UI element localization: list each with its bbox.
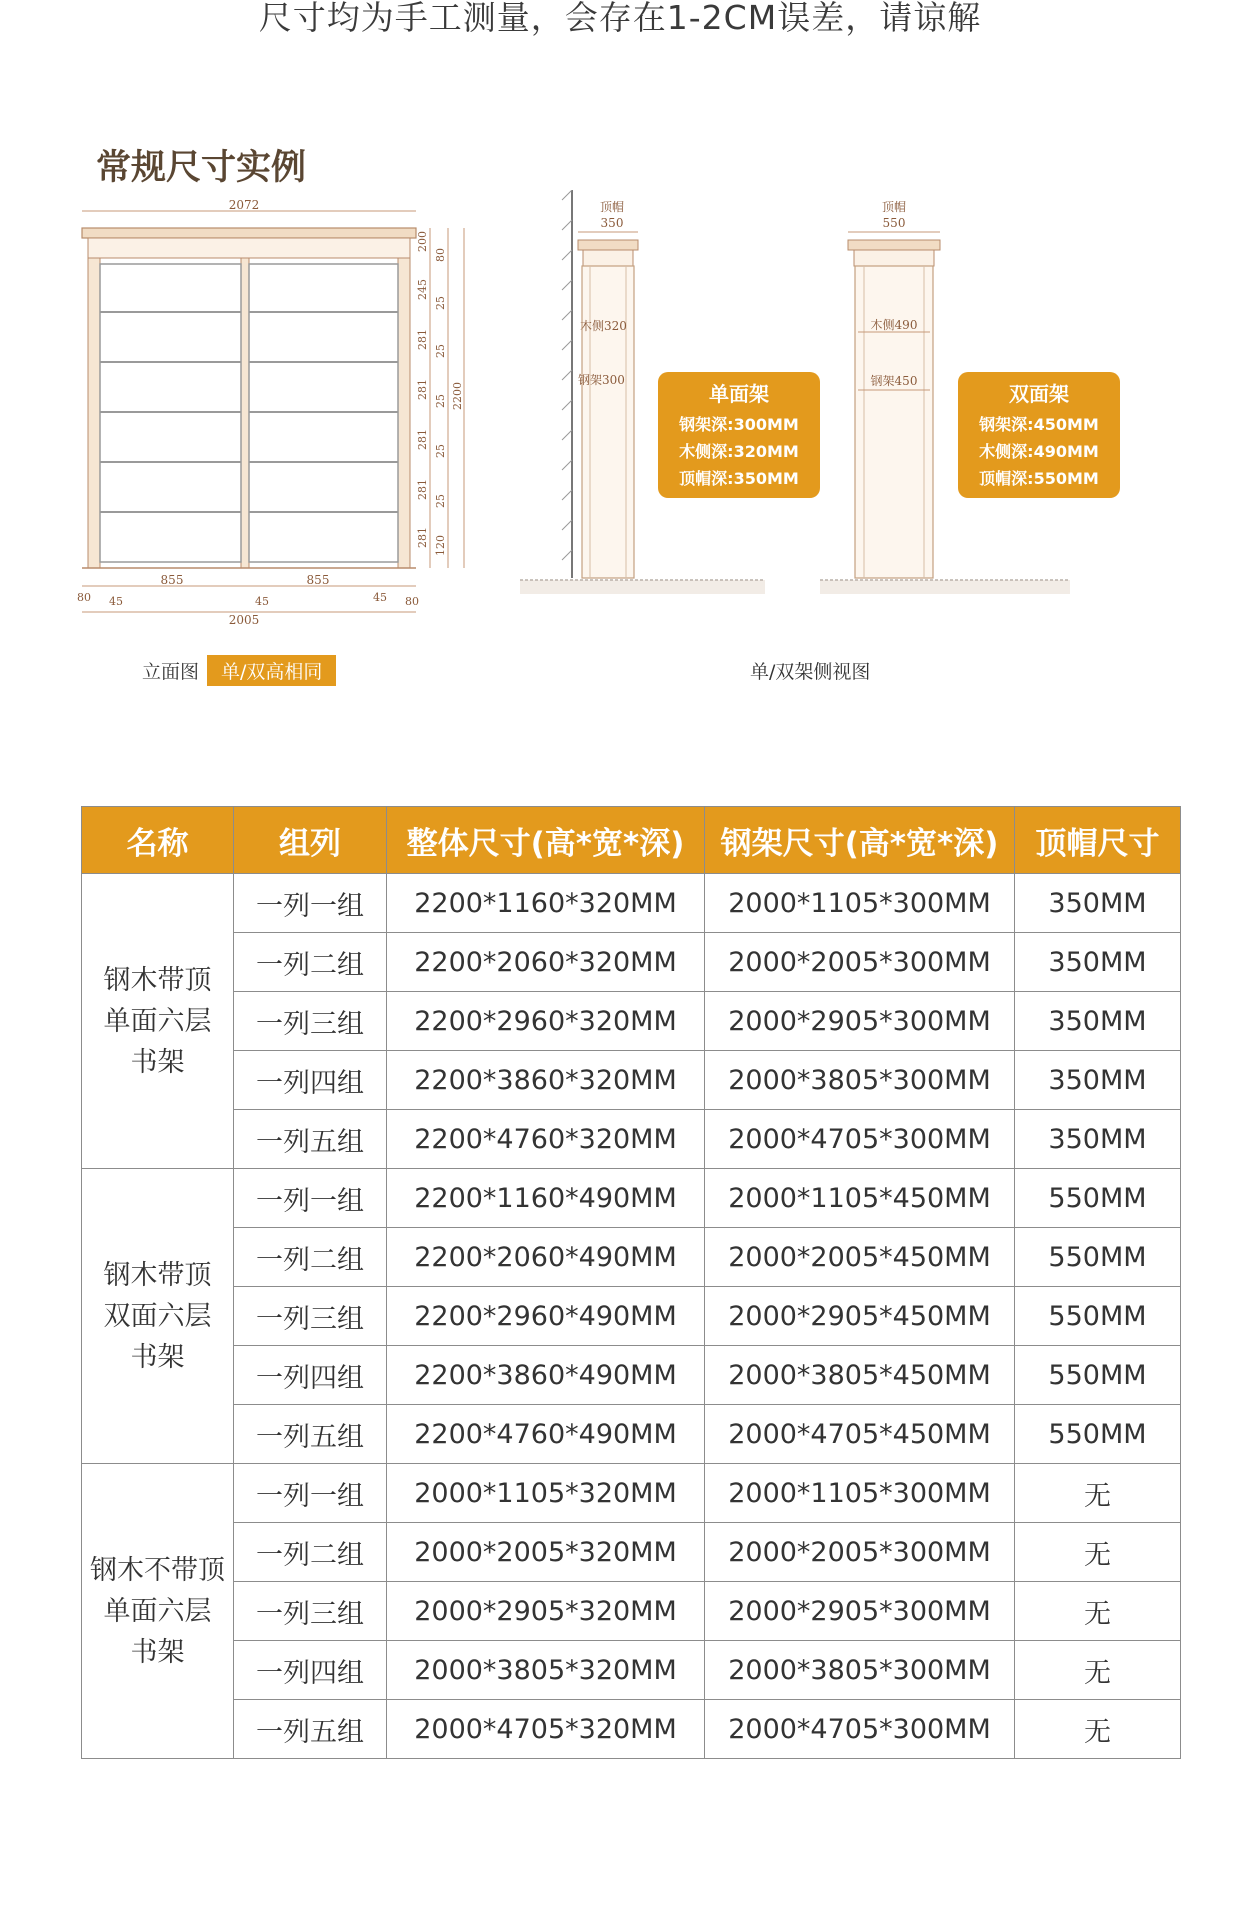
cap-size-cell: 无 — [1015, 1582, 1181, 1641]
badge-single — [658, 372, 820, 498]
table-row — [82, 1523, 1181, 1582]
table-row — [82, 992, 1181, 1051]
header-cap-size: 顶帽尺寸 — [1015, 807, 1181, 874]
group-cell: 一列二组 — [234, 933, 387, 992]
group-cell: 一列三组 — [234, 992, 387, 1051]
dim-mid-h-0: 80 — [434, 248, 447, 262]
steel-size-cell: 2000*4705*300MM — [705, 1110, 1015, 1169]
dim-panel-left: 855 — [160, 573, 184, 587]
group-cell: 一列一组 — [234, 874, 387, 933]
single-steel-depth: 钢架300 — [578, 373, 625, 387]
dim-left-h-6: 281 — [416, 527, 429, 548]
table-row — [82, 1346, 1181, 1405]
overall-size-cell: 2000*2005*320MM — [387, 1523, 705, 1582]
table-row — [82, 1405, 1181, 1464]
steel-size-cell: 2000*1105*450MM — [705, 1169, 1015, 1228]
group-cell: 一列三组 — [234, 1582, 387, 1641]
header-overall-size: 整体尺寸(高*宽*深) — [387, 807, 705, 874]
overall-size-cell: 2200*2960*320MM — [387, 992, 705, 1051]
group-cell: 一列一组 — [234, 1464, 387, 1523]
dim-left-h-2: 281 — [416, 329, 429, 350]
table-row — [82, 1228, 1181, 1287]
overall-size-cell: 2200*1160*320MM — [387, 874, 705, 933]
elevation-drawing — [77, 198, 464, 627]
steel-size-cell: 2000*2905*300MM — [705, 992, 1015, 1051]
table-row — [82, 1051, 1181, 1110]
overall-size-cell: 2200*3860*320MM — [387, 1051, 705, 1110]
group-cell: 一列一组 — [234, 1169, 387, 1228]
dim-mid-h-5: 25 — [434, 494, 447, 508]
side-view-caption: 单/双架侧视图 — [750, 661, 871, 683]
product-name-cell — [82, 1169, 234, 1464]
steel-size-cell: 2000*1105*300MM — [705, 1464, 1015, 1523]
badge-single-line-3: 顶帽深:350MM — [679, 469, 799, 488]
dim-left-h-4: 281 — [416, 429, 429, 450]
dim-mid-h-6: 120 — [434, 535, 447, 556]
dim-top-width: 2072 — [228, 198, 260, 212]
double-wood-depth: 木侧490 — [870, 318, 918, 332]
cap-size-cell: 无 — [1015, 1700, 1181, 1759]
cap-size-cell: 550MM — [1015, 1228, 1181, 1287]
cap-size-cell: 550MM — [1015, 1169, 1181, 1228]
cap-size-cell: 350MM — [1015, 1051, 1181, 1110]
table-row — [82, 933, 1181, 992]
dim-edge-2: 45 — [109, 595, 123, 608]
cap-size-cell: 无 — [1015, 1523, 1181, 1582]
badge-single-line-2: 木侧深:320MM — [679, 442, 799, 461]
group-cell: 一列五组 — [234, 1405, 387, 1464]
table-header-row — [82, 807, 1181, 874]
table-row — [82, 1464, 1181, 1523]
product-name-line: 单面六层 — [103, 1005, 212, 1037]
overall-size-cell: 2200*2060*320MM — [387, 933, 705, 992]
elevation-caption — [142, 655, 336, 686]
dim-edge-5: 80 — [405, 595, 419, 608]
dim-mid-h-1: 25 — [434, 296, 447, 310]
table-row — [82, 1582, 1181, 1641]
group-cell: 一列五组 — [234, 1110, 387, 1169]
header-name: 名称 — [82, 807, 234, 874]
table-row — [82, 1110, 1181, 1169]
dim-left-h-3: 281 — [416, 379, 429, 400]
product-name-cell — [82, 874, 234, 1169]
overall-size-cell: 2000*3805*320MM — [387, 1641, 705, 1700]
elevation-caption-text: 立面图 — [142, 661, 200, 683]
overall-size-cell: 2200*2060*490MM — [387, 1228, 705, 1287]
badge-single-line-1: 钢架深:300MM — [679, 415, 799, 434]
steel-size-cell: 2000*1105*300MM — [705, 874, 1015, 933]
overall-size-cell: 2200*1160*490MM — [387, 1169, 705, 1228]
dim-mid-h-4: 25 — [434, 444, 447, 458]
steel-size-cell: 2000*3805*300MM — [705, 1051, 1015, 1110]
measurement-notice: 尺寸均为手工测量，会存在1-2CM误差，请谅解 — [258, 0, 982, 37]
overall-size-cell: 2200*2960*490MM — [387, 1287, 705, 1346]
cap-size-cell: 350MM — [1015, 992, 1181, 1051]
product-name-line: 钢木不带顶 — [90, 1554, 225, 1586]
overall-size-cell: 2000*2905*320MM — [387, 1582, 705, 1641]
product-name-line: 单面六层 — [103, 1595, 212, 1627]
dim-mid-h-2: 25 — [434, 344, 447, 358]
steel-size-cell: 2000*2905*300MM — [705, 1582, 1015, 1641]
double-steel-depth: 钢架450 — [870, 374, 918, 388]
section-title: 常规尺寸实例 — [96, 148, 307, 188]
spec-table — [81, 806, 1181, 1759]
steel-size-cell: 2000*2905*450MM — [705, 1287, 1015, 1346]
dim-edge-3: 45 — [255, 595, 269, 608]
single-cap-value: 350 — [600, 216, 624, 230]
overall-size-cell: 2000*4705*320MM — [387, 1700, 705, 1759]
cap-size-cell: 550MM — [1015, 1287, 1181, 1346]
group-cell: 一列二组 — [234, 1523, 387, 1582]
badge-double-line-3: 顶帽深:550MM — [979, 469, 1099, 488]
dim-bottom-width: 2005 — [228, 613, 260, 627]
double-cap-value: 550 — [882, 216, 906, 230]
steel-size-cell: 2000*4705*300MM — [705, 1700, 1015, 1759]
product-name-line: 双面六层 — [103, 1300, 212, 1332]
cap-size-cell: 350MM — [1015, 874, 1181, 933]
cap-size-cell: 350MM — [1015, 933, 1181, 992]
group-cell: 一列四组 — [234, 1641, 387, 1700]
overall-size-cell: 2200*4760*320MM — [387, 1110, 705, 1169]
steel-size-cell: 2000*2005*300MM — [705, 1523, 1015, 1582]
header-group: 组列 — [234, 807, 387, 874]
badge-double — [958, 372, 1120, 498]
steel-size-cell: 2000*4705*450MM — [705, 1405, 1015, 1464]
single-cap-label: 顶帽 — [599, 200, 625, 214]
product-name-line: 书架 — [130, 1636, 185, 1668]
badge-double-title: 双面架 — [1009, 382, 1069, 406]
badge-single-title: 单面架 — [709, 382, 769, 406]
double-cap-label: 顶帽 — [881, 200, 907, 214]
cap-size-cell: 无 — [1015, 1641, 1181, 1700]
table-row — [82, 1287, 1181, 1346]
dim-mid-h-3: 25 — [434, 394, 447, 408]
steel-size-cell: 2000*3805*300MM — [705, 1641, 1015, 1700]
dim-edge-4: 45 — [373, 591, 387, 604]
group-cell: 一列四组 — [234, 1051, 387, 1110]
table-row — [82, 874, 1181, 933]
overall-size-cell: 2000*1105*320MM — [387, 1464, 705, 1523]
table-body — [82, 874, 1181, 1759]
badge-double-line-1: 钢架深:450MM — [979, 415, 1099, 434]
product-name-line: 书架 — [130, 1046, 185, 1078]
dim-panel-right: 855 — [306, 573, 330, 587]
dim-total-height: 2200 — [451, 382, 464, 410]
product-name-line: 钢木带顶 — [103, 1259, 212, 1291]
product-name-line: 钢木带顶 — [103, 964, 212, 996]
dim-edge-1: 80 — [77, 591, 91, 604]
product-name-line: 书架 — [130, 1341, 185, 1373]
cap-size-cell: 550MM — [1015, 1405, 1181, 1464]
steel-size-cell: 2000*2005*450MM — [705, 1228, 1015, 1287]
cap-size-cell: 350MM — [1015, 1110, 1181, 1169]
cap-size-cell: 550MM — [1015, 1346, 1181, 1405]
overall-size-cell: 2200*3860*490MM — [387, 1346, 705, 1405]
cap-size-cell: 无 — [1015, 1464, 1181, 1523]
group-cell: 一列四组 — [234, 1346, 387, 1405]
table-row — [82, 1700, 1181, 1759]
dim-left-h-0: 200 — [416, 231, 429, 252]
table-row — [82, 1169, 1181, 1228]
single-wood-depth: 木侧320 — [580, 319, 627, 333]
table-row — [82, 1641, 1181, 1700]
steel-size-cell: 2000*3805*450MM — [705, 1346, 1015, 1405]
badge-double-line-2: 木侧深:490MM — [979, 442, 1099, 461]
steel-size-cell: 2000*2005*300MM — [705, 933, 1015, 992]
elevation-caption-tag: 单/双高相同 — [207, 655, 336, 686]
header-steel-size: 钢架尺寸(高*宽*深) — [705, 807, 1015, 874]
overall-size-cell: 2200*4760*490MM — [387, 1405, 705, 1464]
product-name-cell — [82, 1464, 234, 1759]
dim-left-h-5: 281 — [416, 479, 429, 500]
group-cell: 一列二组 — [234, 1228, 387, 1287]
group-cell: 一列五组 — [234, 1700, 387, 1759]
dimension-diagrams — [0, 190, 1240, 720]
group-cell: 一列三组 — [234, 1287, 387, 1346]
dim-left-h-1: 245 — [416, 279, 429, 300]
